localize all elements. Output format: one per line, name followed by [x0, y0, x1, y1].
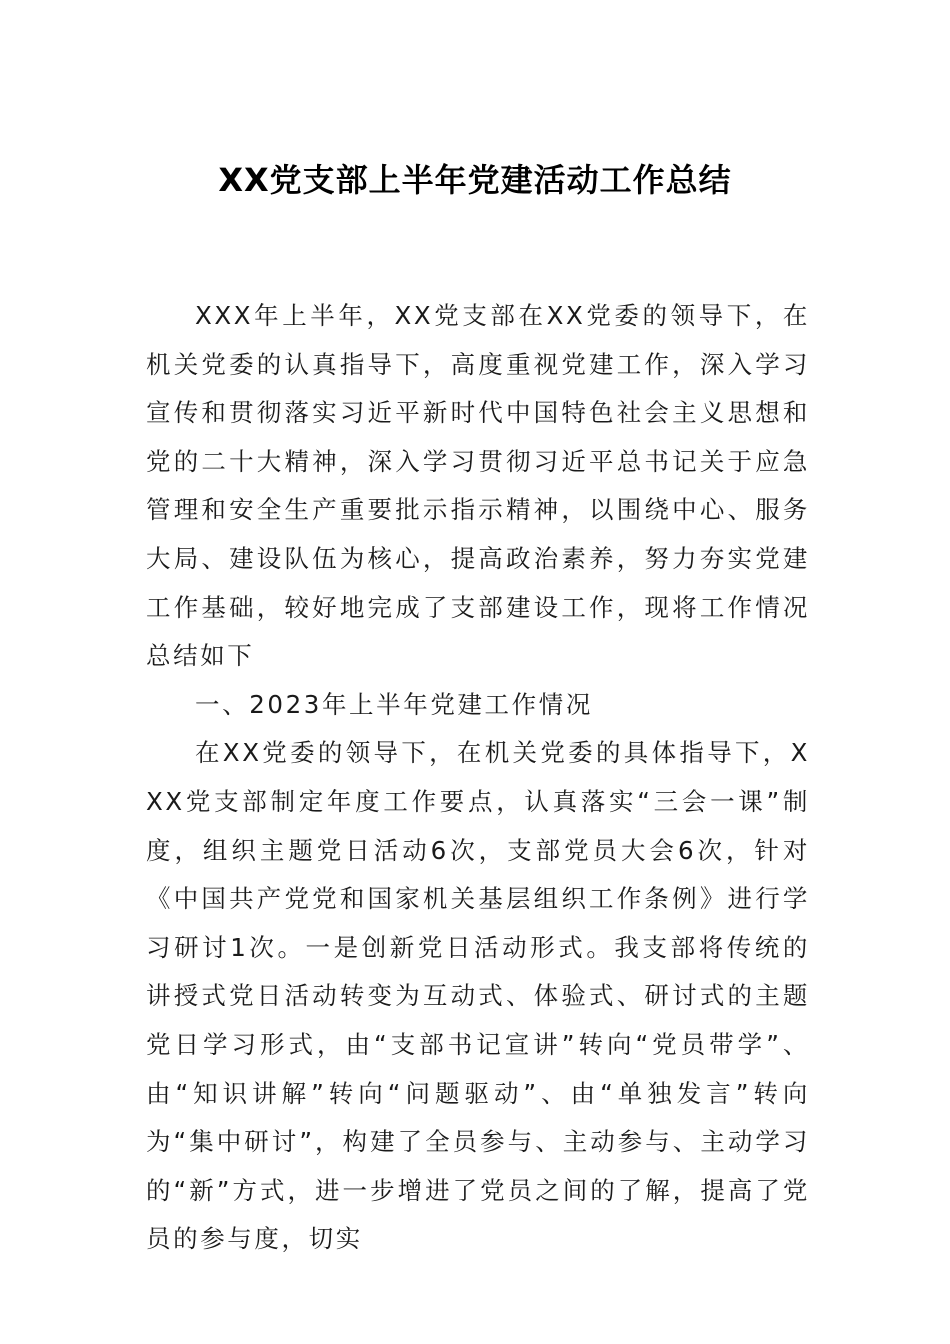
- paragraph-intro: XXX年上半年，XX党支部在XX党委的领导下，在机关党委的认真指导下，高度重视党建工作，深入学习宣传和贯彻落实习近平新时代中国特色社会主义思想和党的二十大精神，深入学习贯彻习近平总书记关于应急管理和安全生产重要批示指示精神，以围绕中心、服务大局、建设队伍为核心，提高政治素养，努力夯实党建工作基础，较好地完成了支部建设工作，现将工作情况总结如下: [146, 301, 810, 671]
- document-title: XX党支部上半年党建活动工作总结: [218, 161, 732, 199]
- paragraph-section-1: 在XX党委的领导下，在机关党委的具体指导下，XXX党支部制定年度工作要点，认真落实“三会一课”制度，组织主题党日活动6次，支部党员大会6次，针对《中国共产党党和国家机关基层组织工作条例》进行学习研讨1次。一是创新党日活动形式。我支部将传统的讲授式党日活动转变为互动式、体验式、研讨式的主题党日学习形式，由“支部书记宣讲”转向“党员带学”、由“知识讲解”转向“问题驱动”、由“单独发言”转向为“集中研讨”，构建了全员参与、主动参与、主动学习的“新”方式，进一步增进了党员之间的了解，提高了党员的参与度，切实: [146, 738, 810, 1254]
- document-body: [146, 292, 810, 1264]
- section-heading-1: 一、2023年上半年党建工作情况: [195, 689, 593, 719]
